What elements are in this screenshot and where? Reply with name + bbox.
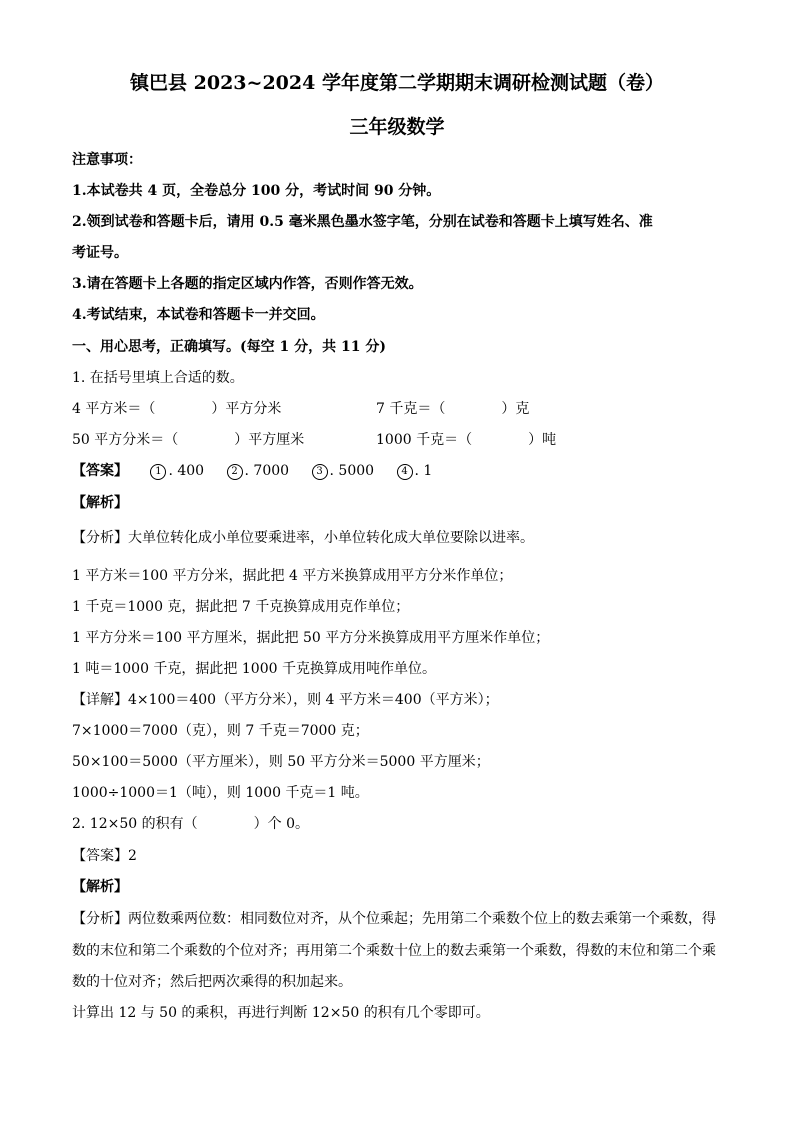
analysis-line: 【分析】两位数乘两位数：相同数位对齐，从个位乘起；先用第二个乘数个位上的数去乘第一个乘数，得: [72, 911, 716, 927]
analysis-line: 【详解】4×100＝400（平方分米），则 4 平方米＝400（平方米）；: [72, 692, 499, 708]
analysis-line: 1 平方米＝100 平方分米，据此把 4 平方米换算成用平方分米作单位；: [72, 568, 513, 584]
answer-row: [72, 461, 432, 481]
note-item: 1.本试卷共 4 页，全卷总分 100 分，考试时间 90 分钟。: [72, 183, 441, 199]
note-item: 3.请在答题卡上各题的指定区域内作答，否则作答无效。: [72, 276, 423, 292]
answer-value: . 1: [414, 463, 433, 479]
note-item: 考证号。: [72, 245, 128, 261]
answer-label: 【答案】2: [72, 848, 137, 864]
circled-number: 2: [227, 464, 243, 480]
answer-item: [227, 461, 290, 481]
question-item: 50 平方分米＝（ ）平方厘米: [72, 432, 305, 448]
circled-number: 3: [312, 464, 328, 480]
answer-item: [150, 461, 204, 481]
question-item: 7 千克＝（ ）克: [376, 401, 530, 417]
question-item: 1000 千克＝（ ）吨: [376, 432, 557, 448]
answer-item: [312, 461, 375, 481]
analysis-line: 数的十位对齐；然后把两次乘得的积加起来。: [72, 974, 352, 990]
section-heading: 一、用心思考，正确填写。(每空 1 分，共 11 分): [72, 339, 386, 355]
circled-number: 4: [397, 464, 413, 480]
answer-item: [397, 461, 433, 481]
analysis-label: 【解析】: [72, 879, 128, 895]
exam-title: 镇巴县 2023~2024 学年度第二学期期末调研检测试题（卷）: [130, 72, 664, 94]
answer-label: 【答案】: [72, 463, 128, 479]
question-stem: 1. 在括号里填上合适的数。: [72, 370, 244, 386]
question-stem: 2. 12×50 的积有（ ）个 0。: [72, 816, 309, 832]
analysis-line: 1000÷1000＝1（吨），则 1000 千克＝1 吨。: [72, 785, 369, 801]
analysis-line: 数的末位和第二个乘数的个位对齐；再用第二个乘数十位上的数去乘第一个乘数，得数的末位和第二个乘: [72, 943, 716, 959]
question-item: 4 平方米＝（ ）平方分米: [72, 401, 282, 417]
analysis-line: 1 吨＝1000 千克，据此把 1000 千克换算成用吨作单位。: [72, 661, 436, 677]
note-item: 2.领到试卷和答题卡后，请用 0.5 毫米黑色墨水签字笔，分别在试卷和答题卡上填写姓名、准: [72, 214, 653, 230]
notes-heading: 注意事项：: [72, 152, 142, 168]
analysis-line: 1 平方分米＝100 平方厘米，据此把 50 平方分米换算成用平方厘米作单位；: [72, 630, 550, 646]
circled-number: 1: [150, 464, 166, 480]
analysis-line: 【分析】大单位转化成小单位要乘进率，小单位转化成大单位要除以进率。: [72, 530, 534, 546]
answer-value: . 7000: [244, 463, 290, 479]
answer-value: . 400: [168, 463, 205, 479]
analysis-line: 1 千克＝1000 克，据此把 7 千克换算成用克作单位；: [72, 599, 410, 615]
analysis-line: 计算出 12 与 50 的乘积，再进行判断 12×50 的积有几个零即可。: [72, 1005, 490, 1021]
analysis-line: 50×100＝5000（平方厘米），则 50 平方分米＝5000 平方厘米；: [72, 754, 490, 770]
answer-value: . 5000: [329, 463, 375, 479]
analysis-label: 【解析】: [72, 495, 128, 511]
analysis-line: 7×1000＝7000（克），则 7 千克＝7000 克；: [72, 723, 369, 739]
exam-subtitle: 三年级数学: [349, 116, 445, 138]
note-item: 4.考试结束，本试卷和答题卡一并交回。: [72, 307, 325, 323]
